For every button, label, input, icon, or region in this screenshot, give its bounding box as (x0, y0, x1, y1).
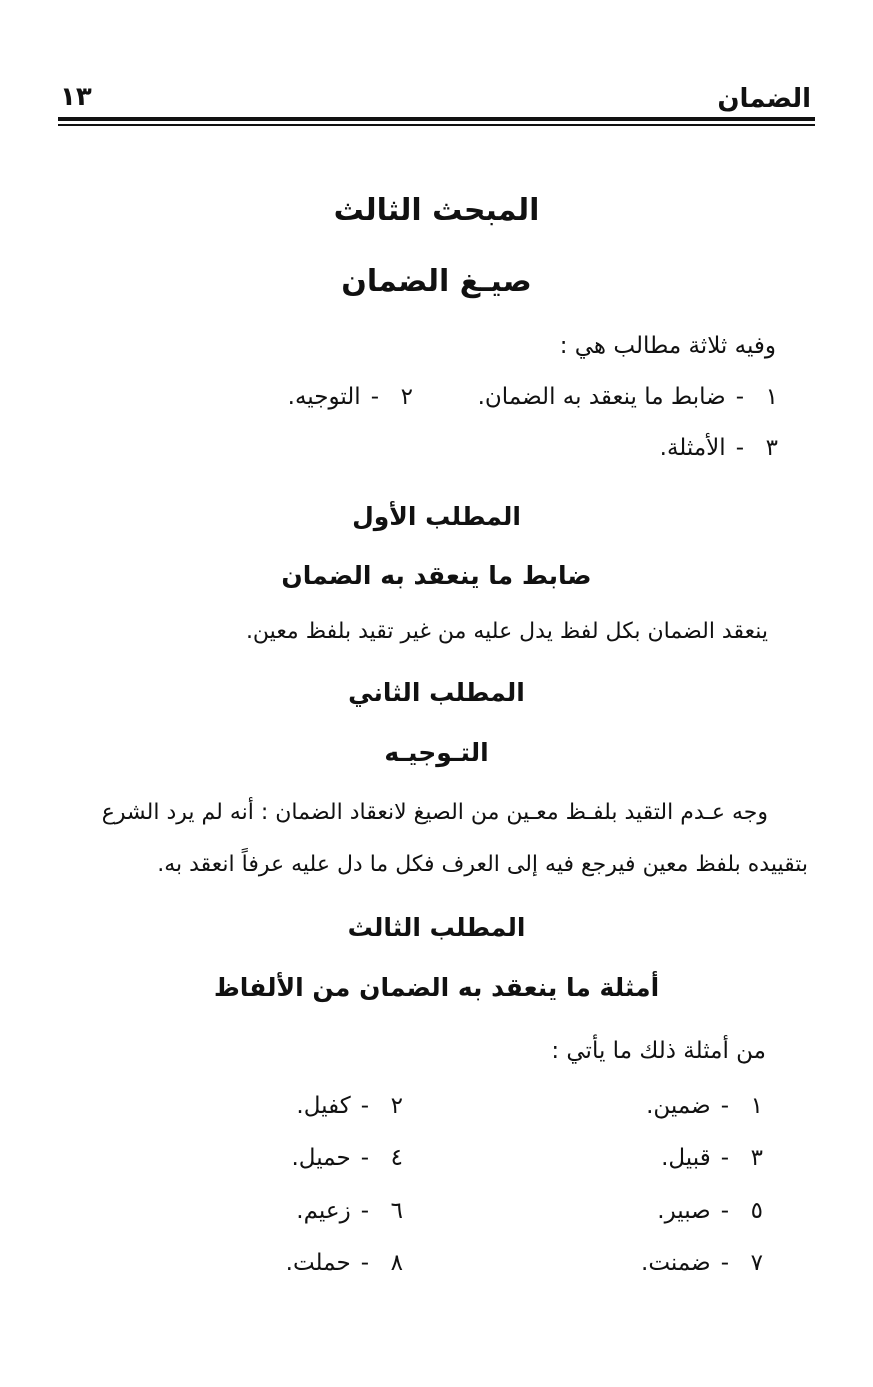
example-item-4: ٤-حميل. (291, 1145, 403, 1171)
outline-number: ٢ (400, 384, 413, 410)
example-number: ٨ (390, 1250, 403, 1276)
outline-item-1: ١-ضابط ما ينعقد به الضمان. (477, 384, 778, 410)
example-number: ٣ (750, 1145, 763, 1171)
outline-number: ٣ (765, 435, 778, 461)
example-number: ٦ (390, 1198, 403, 1224)
example-item-7: ٧-ضمنت. (641, 1250, 763, 1276)
matlab1-heading: المطلب الأول (352, 502, 521, 531)
example-number: ٢ (390, 1093, 403, 1119)
matlab2-title: التـوجيـه (384, 738, 489, 767)
example-item-8: ٨-حملت. (285, 1250, 403, 1276)
running-header-title: الضمان (717, 84, 811, 114)
example-text: ضمين. (646, 1093, 711, 1119)
example-number: ٤ (390, 1145, 403, 1171)
outline-item-3: ٣-الأمثلة. (659, 435, 778, 461)
matlab3-title: أمثلة ما ينعقد به الضمان من الألفاظ (213, 973, 660, 1002)
example-text: ضمنت. (641, 1250, 711, 1276)
matlab3-intro: من أمثلة ذلك ما يأتي : (551, 1038, 766, 1064)
example-item-5: ٥-صبير. (657, 1198, 763, 1224)
example-item-3: ٣-قبيل. (661, 1145, 763, 1171)
header-rule-thick (58, 117, 815, 121)
outline-text: الأمثلة. (659, 435, 726, 461)
example-text: صبير. (657, 1198, 711, 1224)
example-text: حملت. (285, 1250, 351, 1276)
section-heading: المبحث الثالث (333, 193, 540, 228)
example-text: حميل. (291, 1145, 351, 1171)
example-number: ٥ (750, 1198, 763, 1224)
outline-item-2: ٢-التوجيه. (287, 384, 413, 410)
section-intro: وفيه ثلاثة مطالب هي : (559, 333, 776, 359)
example-text: قبيل. (661, 1145, 711, 1171)
matlab1-title: ضابط ما ينعقد به الضمان (281, 561, 592, 590)
outline-number: ١ (765, 384, 778, 410)
example-number: ١ (750, 1093, 763, 1119)
page-number: ١٣ (60, 82, 92, 112)
example-text: زعيم. (296, 1198, 351, 1224)
matlab3-heading: المطلب الثالث (347, 913, 526, 942)
example-text: كفيل. (296, 1093, 351, 1119)
example-number: ٧ (750, 1250, 763, 1276)
header-rule-thin (58, 124, 815, 126)
section-title: صيـغ الضمان (341, 264, 532, 299)
matlab2-body-line2: بتقييده بلفظ معين فيرجع فيه إلى العرف فكل ما دل عليه عرفاً انعقد به. (157, 852, 808, 877)
outline-text: ضابط ما ينعقد به الضمان. (477, 384, 726, 410)
example-item-2: ٢-كفيل. (296, 1093, 403, 1119)
matlab2-heading: المطلب الثاني (348, 678, 525, 707)
example-item-1: ١-ضمين. (646, 1093, 763, 1119)
outline-text: التوجيه. (287, 384, 361, 410)
example-item-6: ٦-زعيم. (296, 1198, 403, 1224)
matlab2-body-line1: وجه عـدم التقيد بلفـظ معـين من الصيغ لانعقاد الضمان : أنه لم يرد الشرع (101, 800, 768, 825)
matlab1-body: ينعقد الضمان بكل لفظ يدل عليه من غير تقيد بلفظ معين. (245, 619, 768, 644)
